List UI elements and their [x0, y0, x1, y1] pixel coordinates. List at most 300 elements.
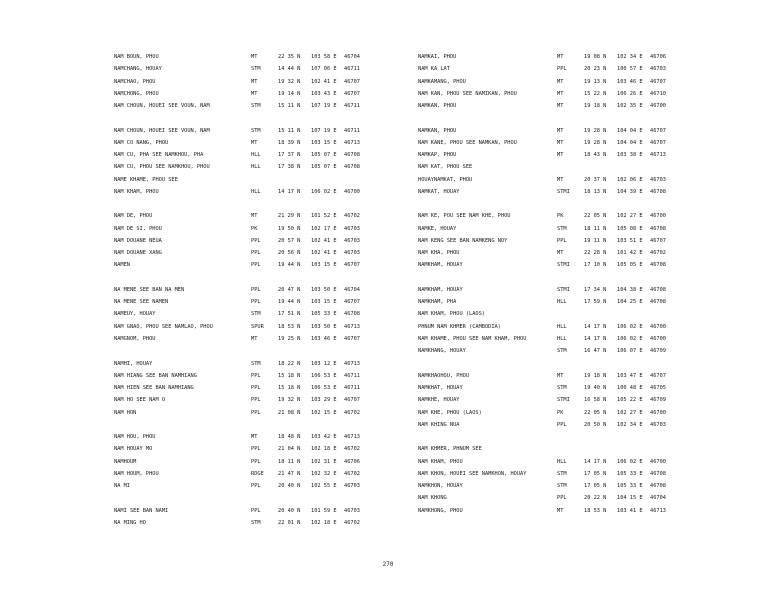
entry-feature-type: PPL [251, 262, 261, 269]
entry-longitude: 102 34 E [617, 421, 643, 428]
entry-longitude: 106 02 E [311, 188, 337, 195]
entry-name: NAM KHA, PHOU [418, 250, 460, 257]
entry-name: NAMKHAOHOU, PHOU [418, 372, 470, 379]
entry-name: NAM HOUAY MO [114, 446, 153, 453]
entry-latitude: 15 11 N [278, 127, 301, 134]
entry-name: NAM KHON, HOUEI SEE NAMKHON, HOUAY [418, 470, 527, 477]
entry-map-reference: 46703 [344, 225, 360, 232]
entry-feature-type: MT [557, 103, 564, 110]
entry-map-reference: 46713 [344, 360, 360, 367]
entry-latitude: 18 39 N [278, 139, 301, 146]
entry-feature-type: PPL [557, 66, 567, 73]
entry-latitude: 22 35 N [278, 54, 301, 60]
entry-map-reference: 46713 [650, 152, 666, 159]
entry-feature-type: PPL [251, 507, 261, 514]
entry-name: NAM KHAM, PHOU (LAOS) [418, 311, 485, 318]
entry-longitude: 102 06 E [617, 176, 643, 183]
entry-map-reference: 46711 [344, 385, 360, 392]
entry-longitude: 105 33 E [311, 311, 337, 318]
entry-latitude: 20 40 N [278, 483, 301, 490]
entry-longitude: 102 41 E [311, 250, 337, 257]
entry-map-reference: 46707 [344, 299, 360, 306]
entry-feature-type: STMI [557, 286, 570, 293]
entry-latitude: 19 40 N [584, 385, 607, 392]
entry-map-reference: 46708 [344, 311, 360, 318]
entry-name: NAM CHOUN, HOUEI SEE VOUN, NAM [114, 103, 210, 110]
entry-latitude: 20 22 N [584, 495, 607, 502]
entry-name: NAM DOUANE NEUA [114, 237, 162, 244]
entry-latitude: 19 08 N [584, 54, 607, 60]
entry-feature-type: MT [557, 139, 564, 146]
entry-feature-type: PPL [251, 237, 261, 244]
entry-name: HOUAYNAMKAT, PHOU [418, 176, 473, 183]
entry-map-reference: 46702 [344, 446, 360, 453]
entry-feature-type: PPL [557, 237, 567, 244]
entry-map-reference: 46703 [650, 176, 666, 183]
entry-latitude: 19 25 N [278, 335, 301, 342]
entry-map-reference: 46703 [344, 237, 360, 244]
entry-name: NA MING HO [114, 519, 146, 526]
entry-name: NA MENE SEE NAMEN [114, 299, 169, 306]
entry-name: NAMKHAT, HOUAY [418, 385, 463, 392]
entry-longitude: 100 57 E [617, 66, 643, 73]
entry-feature-type: HLL [251, 152, 261, 159]
entry-latitude: 20 47 N [278, 286, 301, 293]
entry-latitude: 17 10 N [584, 262, 607, 269]
entry-name: NAMKHONG, PHOU [418, 507, 463, 514]
entry-map-reference: 46700 [650, 409, 666, 416]
entry-name: NAMKHON, HOUAY [418, 483, 463, 490]
entry-feature-type: PPL [251, 446, 261, 453]
entry-feature-type: HLL [251, 164, 261, 171]
entry-latitude: 22 05 N [584, 409, 607, 416]
entry-feature-type: MT [557, 54, 564, 60]
entry-feature-type: PPL [557, 495, 567, 502]
entry-feature-type: STM [557, 225, 567, 232]
entry-map-reference: 46713 [344, 323, 360, 330]
entry-latitude: 18 22 N [278, 360, 301, 367]
entry-map-reference: 46708 [650, 225, 666, 232]
entry-latitude: 21 04 N [278, 446, 301, 453]
entry-name: NAM KHAM, PHOU [418, 458, 463, 465]
entry-longitude: 102 34 E [617, 54, 643, 60]
entry-latitude: 17 59 N [584, 299, 607, 306]
entry-name: NAMKAN, PHOU [418, 103, 457, 110]
entry-latitude: 22 28 N [584, 250, 607, 257]
entry-longitude: 103 15 E [311, 299, 337, 306]
entry-longitude: 106 02 E [617, 323, 643, 330]
entry-name: NA MENE SEE BAN NA MEN [114, 286, 185, 293]
entry-latitude: 21 29 N [278, 213, 301, 220]
entry-longitude: 103 51 E [617, 237, 643, 244]
entry-feature-type: HLL [557, 323, 567, 330]
entry-feature-type: STM [557, 483, 567, 490]
entry-name: NAM DE SI, PHOU [114, 225, 162, 232]
entry-longitude: 102 27 E [617, 213, 643, 220]
entry-map-reference: 46707 [344, 262, 360, 269]
entry-name: NAM KHAME, PHOU SEE NAM KHAM, PHOU [418, 335, 527, 342]
entry-name: NAM CU, PHOU SEE NAMKHOU, PHOU [114, 164, 210, 171]
entry-map-reference: 46707 [650, 78, 666, 85]
entry-map-reference: 46706 [650, 54, 666, 60]
entry-feature-type: PPL [251, 372, 261, 379]
entry-name: NAM CO NANG, PHOU [114, 139, 169, 146]
entry-latitude: 14 44 N [278, 66, 301, 73]
entry-feature-type: RDGE [251, 470, 264, 477]
entry-feature-type: PPL [251, 299, 261, 306]
entry-longitude: 103 38 E [617, 152, 643, 159]
entry-latitude: 19 32 N [278, 78, 301, 85]
entry-name: NAMHOUM [114, 458, 137, 465]
entry-longitude: 102 55 E [311, 483, 337, 490]
entry-map-reference: 46711 [344, 372, 360, 379]
entry-name: NAMKHANG, HOUAY [418, 348, 466, 355]
entry-longitude: 102 32 E [311, 470, 337, 477]
entry-map-reference: 46706 [344, 458, 360, 465]
entry-longitude: 105 33 E [617, 470, 643, 477]
entry-longitude: 105 07 E [311, 164, 337, 171]
entry-feature-type: PPL [251, 250, 261, 257]
entry-name: NAM HIEN SEE BAN NAMHIANG [114, 385, 194, 392]
entry-latitude: 15 18 N [278, 372, 301, 379]
entry-feature-type: PK [557, 409, 564, 416]
entry-longitude: 100 48 E [617, 385, 643, 392]
entry-longitude: 102 15 E [311, 409, 337, 416]
entry-feature-type: STM [251, 66, 261, 73]
entry-name: NAME KHAME, PHOU SEE [114, 176, 178, 183]
entry-map-reference: 46707 [650, 139, 666, 146]
entry-longitude: 107 19 E [311, 127, 337, 134]
entry-name: NAM KHAM, PHOU [114, 188, 159, 195]
entry-name: NAM KE, POU SEE NAM KHE, PHOU [418, 213, 511, 220]
entry-feature-type: PK [557, 213, 564, 220]
entry-feature-type: STM [251, 127, 261, 134]
entry-latitude: 18 43 N [584, 152, 607, 159]
entry-latitude: 19 18 N [584, 372, 607, 379]
entry-longitude: 105 08 E [617, 225, 643, 232]
entry-map-reference: 46713 [650, 507, 666, 514]
entry-map-reference: 46707 [650, 372, 666, 379]
entry-feature-type: PPL [251, 458, 261, 465]
entry-latitude: 17 05 N [584, 483, 607, 490]
entry-longitude: 103 58 E [311, 54, 337, 60]
entry-map-reference: 46700 [650, 458, 666, 465]
entry-map-reference: 46709 [650, 397, 666, 404]
entry-map-reference: 46704 [650, 495, 666, 502]
entry-latitude: 22 01 N [278, 519, 301, 526]
entry-feature-type: STM [557, 348, 567, 355]
entry-longitude: 103 50 E [311, 323, 337, 330]
entry-latitude: 19 44 N [278, 262, 301, 269]
entry-feature-type: MT [557, 507, 564, 514]
entry-longitude: 103 50 E [311, 286, 337, 293]
entry-longitude: 101 52 E [311, 213, 337, 220]
entry-map-reference: 46711 [344, 66, 360, 73]
entry-map-reference: 46700 [650, 335, 666, 342]
entry-longitude: 102 41 E [311, 237, 337, 244]
entry-latitude: 20 23 N [584, 66, 607, 73]
entry-name: NAMCHONG, PHOU [114, 90, 159, 97]
entry-feature-type: MT [557, 90, 564, 97]
entry-name: NAM DOUANE XANG [114, 250, 162, 257]
entry-map-reference: 46710 [650, 90, 666, 97]
entry-feature-type: MT [557, 78, 564, 85]
entry-name: NAMKHAM, PHA [418, 299, 457, 306]
entry-map-reference: 46707 [344, 335, 360, 342]
entry-longitude: 102 17 E [311, 225, 337, 232]
entry-name: NAMKAI, PHOU [418, 54, 457, 60]
entry-map-reference: 46707 [650, 237, 666, 244]
entry-longitude: 104 39 E [617, 188, 643, 195]
entry-name: NAM KAT, PHOU SEE [418, 164, 473, 171]
entry-latitude: 20 57 N [278, 237, 301, 244]
entry-name: NAMKHAM, HOUAY [418, 262, 463, 269]
entry-map-reference: 46708 [650, 483, 666, 490]
entry-latitude: 19 44 N [278, 299, 301, 306]
entry-name: NAM HON [114, 409, 137, 416]
entry-name: NAM KAN, PHOU SEE NAMIKAN, PHOU [418, 90, 517, 97]
entry-feature-type: HLL [251, 188, 261, 195]
entry-longitude: 104 38 E [617, 286, 643, 293]
entry-name: NAMKHE, HOUAY [418, 397, 460, 404]
entry-name: NAM KENG SEE BAN NAMKENG NOY [418, 237, 508, 244]
entry-latitude: 15 18 N [278, 385, 301, 392]
entry-longitude: 103 15 E [311, 139, 337, 146]
entry-latitude: 18 48 N [278, 434, 301, 441]
entry-longitude: 102 35 E [617, 103, 643, 110]
entry-longitude: 101 42 E [617, 250, 643, 257]
entry-feature-type: STM [251, 519, 261, 526]
entry-map-reference: 46703 [344, 483, 360, 490]
entry-latitude: 20 56 N [278, 250, 301, 257]
entry-name: NA MI [114, 483, 130, 490]
entry-map-reference: 46705 [650, 385, 666, 392]
entry-longitude: 103 42 E [311, 434, 337, 441]
entry-longitude: 102 18 E [311, 519, 337, 526]
entry-feature-type: MT [557, 250, 564, 257]
entry-longitude: 107 06 E [311, 66, 337, 73]
entry-longitude: 104 15 E [617, 495, 643, 502]
entry-name: NAMCHAO, PHOU [114, 78, 156, 85]
entry-feature-type: MT [557, 152, 564, 159]
entry-longitude: 103 47 E [617, 372, 643, 379]
entry-feature-type: STMI [557, 397, 570, 404]
entry-map-reference: 46711 [344, 127, 360, 134]
entry-map-reference: 46707 [344, 397, 360, 404]
entry-longitude: 102 27 E [617, 409, 643, 416]
entry-map-reference: 46708 [650, 470, 666, 477]
entry-name: NAMEN [114, 262, 130, 269]
entry-name: NAM CHOUN, HOUEI SEE VOUN, NAM [114, 127, 210, 134]
entry-longitude: 106 02 E [617, 335, 643, 342]
entry-map-reference: 46713 [344, 434, 360, 441]
entry-map-reference: 46711 [344, 103, 360, 110]
entry-name: NAM HOUM, PHOU [114, 470, 159, 477]
entry-map-reference: 46700 [650, 323, 666, 330]
entry-latitude: 21 08 N [278, 409, 301, 416]
entry-latitude: 20 40 N [278, 507, 301, 514]
entry-longitude: 103 15 E [311, 262, 337, 269]
entry-longitude: 104 25 E [617, 299, 643, 306]
entry-latitude: 18 53 N [278, 323, 301, 330]
entry-longitude: 103 41 E [617, 507, 643, 514]
entry-feature-type: PPL [251, 385, 261, 392]
entry-latitude: 17 34 N [584, 286, 607, 293]
entry-latitude: 14 17 N [584, 323, 607, 330]
entry-name: NAMKAMANG, PHOU [418, 78, 466, 85]
entry-map-reference: 46702 [344, 409, 360, 416]
entry-latitude: 15 11 N [278, 103, 301, 110]
entry-latitude: 21 47 N [278, 470, 301, 477]
entry-latitude: 18 13 N [584, 188, 607, 195]
entry-longitude: 106 07 E [617, 348, 643, 355]
entry-name: NAM KHE, PHOU (LAOS) [418, 409, 482, 416]
entry-latitude: 19 13 N [584, 78, 607, 85]
entry-feature-type: STM [251, 360, 261, 367]
entry-feature-type: MT [557, 127, 564, 134]
entry-feature-type: MT [557, 176, 564, 183]
entry-longitude: 104 04 E [617, 139, 643, 146]
entry-map-reference: 46708 [650, 262, 666, 269]
entry-latitude: 20 37 N [584, 176, 607, 183]
entry-longitude: 103 46 E [311, 335, 337, 342]
entry-feature-type: MT [251, 434, 258, 441]
entry-name: NAM HOU, PHOU [114, 434, 156, 441]
entry-name: NAMI SEE BAN NAMI [114, 507, 169, 514]
entry-feature-type: STM [251, 103, 261, 110]
entry-name: NAMGNOM, PHOU [114, 335, 156, 342]
entry-map-reference: 46709 [650, 348, 666, 355]
entry-map-reference: 46700 [344, 188, 360, 195]
entry-longitude: 103 46 E [617, 78, 643, 85]
entry-name: NAMKHAM, HOUAY [418, 286, 463, 293]
entry-map-reference: 46708 [344, 152, 360, 159]
entry-longitude: 105 33 E [617, 483, 643, 490]
entry-latitude: 18 11 N [584, 225, 607, 232]
entry-feature-type: MT [251, 213, 258, 220]
entry-feature-type: PPL [251, 286, 261, 293]
entry-latitude: 20 50 N [584, 421, 607, 428]
entry-longitude: 105 07 E [311, 152, 337, 159]
entry-map-reference: 46707 [344, 78, 360, 85]
entry-feature-type: MT [251, 54, 258, 60]
entry-name: NAMKAP, PHOU [418, 152, 457, 159]
entry-feature-type: MT [251, 335, 258, 342]
entry-latitude: 16 47 N [584, 348, 607, 355]
entry-map-reference: 46713 [344, 139, 360, 146]
entry-name: NAM KA LAT [418, 66, 450, 73]
entry-name: NAM KHING NUA [418, 421, 460, 428]
entry-map-reference: 46700 [650, 213, 666, 220]
entry-latitude: 17 37 N [278, 152, 301, 159]
entry-feature-type: MT [251, 139, 258, 146]
entry-map-reference: 46704 [344, 286, 360, 293]
entry-map-reference: 46702 [650, 250, 666, 257]
entry-map-reference: 46707 [650, 127, 666, 134]
entry-feature-type: STM [557, 470, 567, 477]
entry-longitude: 107 19 E [311, 103, 337, 110]
entry-feature-type: SPUR [251, 323, 264, 330]
entry-longitude: 102 31 E [311, 458, 337, 465]
entry-feature-type: HLL [557, 299, 567, 306]
entry-latitude: 17 38 N [278, 164, 301, 171]
entry-latitude: 14 17 N [278, 188, 301, 195]
entry-map-reference: 46707 [344, 90, 360, 97]
entry-name: PHNUM NAM KHMER (CAMBODIA) [418, 323, 501, 330]
entry-longitude: 103 12 E [311, 360, 337, 367]
entry-longitude: 103 43 E [311, 90, 337, 97]
entry-name: NAM HIANG SEE BAN NAMHIANG [114, 372, 197, 379]
entry-latitude: 14 17 N [584, 458, 607, 465]
entry-feature-type: MT [251, 78, 258, 85]
entry-name: NAM KANE, PHOU SEE NAMKAN, PHOU [418, 139, 517, 146]
entry-latitude: 19 28 N [584, 127, 607, 134]
entry-feature-type: STMI [557, 262, 570, 269]
entry-longitude: 106 53 E [311, 385, 337, 392]
entry-feature-type: PPL [251, 483, 261, 490]
entry-feature-type: PK [251, 225, 258, 232]
entry-longitude: 102 18 E [311, 446, 337, 453]
entry-name: NAM GNAO, PHOU SEE NAMLAO, PHOU [114, 323, 213, 330]
entry-map-reference: 46702 [344, 213, 360, 220]
entry-latitude: 18 11 N [278, 458, 301, 465]
entry-name: NAM BOUN, PHOU [114, 54, 159, 60]
entry-map-reference: 46700 [650, 103, 666, 110]
entry-latitude: 19 11 N [584, 237, 607, 244]
entry-name: NAM CU, PHA SEE NAMKHOU, PHA [114, 152, 204, 159]
entry-name: NAMEUY, HOUAY [114, 311, 156, 318]
entry-latitude: 22 05 N [584, 213, 607, 220]
entry-longitude: 103 29 E [311, 397, 337, 404]
entry-feature-type: PPL [251, 397, 261, 404]
entry-longitude: 106 53 E [311, 372, 337, 379]
entry-name: NAM DE, PHOU [114, 213, 153, 220]
entry-name: NAM HO SEE NAM O [114, 397, 166, 404]
entry-feature-type: HLL [557, 335, 567, 342]
entry-feature-type: STMI [557, 188, 570, 195]
entry-feature-type: MT [251, 90, 258, 97]
entry-name: NAMKAT, HOUAY [418, 188, 460, 195]
entry-latitude: 18 53 N [584, 507, 607, 514]
entry-map-reference: 46708 [344, 164, 360, 171]
entry-latitude: 19 14 N [278, 90, 301, 97]
entry-latitude: 17 05 N [584, 470, 607, 477]
entry-name: NAMKAN, PHOU [418, 127, 457, 134]
entry-map-reference: 46703 [650, 66, 666, 73]
entry-latitude: 19 32 N [278, 397, 301, 404]
entry-name: NAMHI, HOUAY [114, 360, 153, 367]
page-number: 270 [382, 561, 394, 568]
entry-latitude: 19 18 N [584, 103, 607, 110]
entry-longitude: 106 26 E [617, 90, 643, 97]
entry-longitude: 101 59 E [311, 507, 337, 514]
entry-latitude: 15 22 N [584, 90, 607, 97]
entry-latitude: 17 51 N [278, 311, 301, 318]
entry-feature-type: STM [557, 385, 567, 392]
entry-feature-type: HLL [557, 458, 567, 465]
entry-feature-type: MT [557, 372, 564, 379]
entry-map-reference: 46708 [650, 299, 666, 306]
entry-longitude: 102 41 E [311, 78, 337, 85]
entry-feature-type: PPL [251, 409, 261, 416]
entry-longitude: 105 22 E [617, 397, 643, 404]
entry-latitude: 14 17 N [584, 335, 607, 342]
entry-map-reference: 46703 [344, 507, 360, 514]
entry-map-reference: 46708 [650, 188, 666, 195]
entry-latitude: 19 50 N [278, 225, 301, 232]
entry-longitude: 104 04 E [617, 127, 643, 134]
entry-map-reference: 46708 [650, 286, 666, 293]
